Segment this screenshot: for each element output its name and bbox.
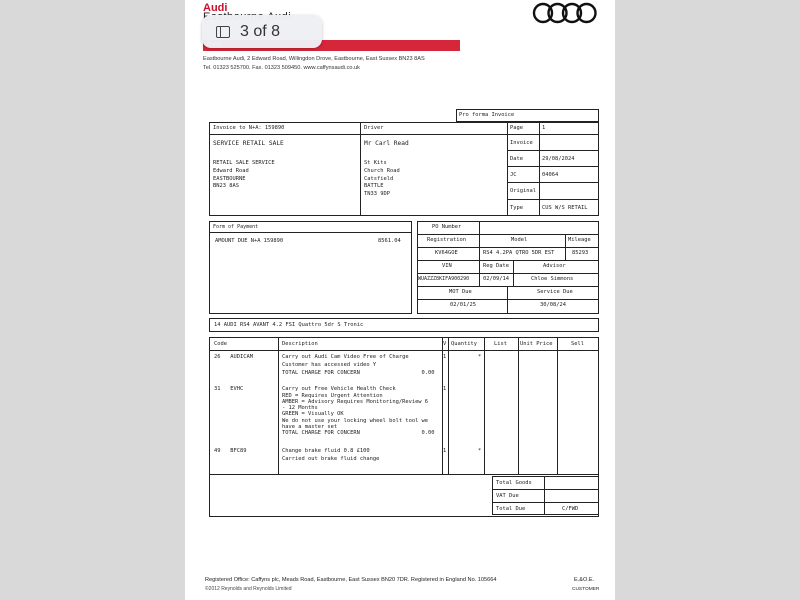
rule (507, 182, 599, 183)
jc-value: 04064 (542, 172, 559, 178)
eoe: E.&O.E. (574, 577, 595, 583)
driver-address-1: St Kits (364, 160, 387, 166)
col-quantity: Quantity (451, 341, 477, 347)
rule (539, 122, 540, 216)
item-code: 26 AUDICAM (214, 354, 253, 360)
rule (544, 476, 545, 515)
col-description: Description (282, 341, 318, 347)
rule (360, 122, 361, 216)
dealer-contact: Tel. 01323 525700. Fax. 01323 509450. www.caffynsaudi.co.uk (203, 65, 360, 71)
invoice-to-address-4: BN23 8AS (213, 183, 239, 189)
rule (507, 286, 508, 314)
sidebar-panel-icon[interactable] (216, 26, 230, 38)
advisor-value: Chloe Simmons (531, 276, 574, 282)
rule (484, 337, 485, 474)
invoice-to-label: Invoice to N+A: 159890 (213, 125, 285, 131)
item-desc-line: - 12 Months (282, 405, 318, 411)
rule (507, 122, 508, 216)
rule (417, 299, 599, 300)
total-goods-label: Total Goods (496, 480, 532, 486)
driver-address-5: TN33 9DP (364, 191, 390, 197)
payment-box (209, 221, 412, 314)
invoice-to-address-1: RETAIL SALE SERVICE (213, 160, 275, 166)
total-due-value: C/FWD (562, 506, 579, 512)
rule (557, 337, 558, 474)
item-desc-line: TOTAL CHARGE FOR CONCERN 0.00 (282, 370, 435, 376)
rule (417, 286, 599, 287)
invoice-to-address-2: Edward Road (213, 168, 249, 174)
col-unit-price: Unit Price (520, 341, 553, 347)
rule (518, 337, 519, 474)
col-list: List (494, 341, 507, 347)
item-v: 1 (443, 354, 447, 360)
vat-due-label: VAT Due (496, 493, 519, 499)
original-label: Original (510, 188, 536, 194)
vin-label: VIN (442, 263, 452, 269)
advisor-label: Advisor (543, 263, 566, 269)
item-qty: * (478, 448, 482, 454)
rule (417, 234, 599, 235)
date-label: Date (510, 156, 523, 162)
invoice-to-name: SERVICE RETAIL SALE (213, 140, 284, 147)
page-indicator-text: 3 of 8 (240, 22, 281, 40)
model-value: RS4 4.2PA QTRO 5DR EST (483, 250, 555, 256)
invoice-no-label: Invoice (510, 140, 533, 146)
registered-office: Registered Office: Caffyns plc, Meads Road, Eastbourne, East Sussex BN20 7DR. Registered in England No. 105664 (205, 577, 497, 583)
page-value: 1 (542, 125, 546, 131)
registration-label: Registration (427, 237, 466, 243)
payment-label: Form of Payment (213, 224, 259, 230)
total-due-label: Total Due (496, 506, 526, 512)
rule (209, 350, 599, 351)
rule (507, 150, 599, 151)
item-desc-line: Carried out brake fluid change (282, 456, 380, 462)
mileage-label: Mileage (568, 237, 591, 243)
rule (278, 337, 279, 474)
mileage-value: 85293 (572, 250, 589, 256)
mot-due-label: MOT Due (449, 289, 472, 295)
item-v: 1 (443, 448, 447, 454)
rule (492, 502, 599, 503)
rule (417, 273, 599, 274)
rule (209, 474, 599, 475)
page-indicator-badge[interactable] (202, 15, 322, 48)
item-code: 49 BFC89 (214, 448, 247, 454)
item-qty: * (478, 354, 482, 360)
jc-label: JC (510, 172, 517, 178)
payment-line: AMOUNT DUE N+A 159890 (215, 238, 284, 244)
registration-value: KV64GOE (435, 250, 458, 256)
invoice-header-box (209, 122, 599, 216)
item-desc-line: RED = Requires Urgent Attention (282, 393, 383, 399)
reg-date-label: Reg Date (483, 263, 509, 269)
rule (448, 337, 449, 474)
rule (417, 260, 599, 261)
reg-date-value: 02/09/14 (483, 276, 509, 282)
vin-value: WUAZZZ8KIFA900290 (418, 276, 470, 282)
type-label: Type (510, 205, 523, 211)
rule (507, 166, 599, 167)
driver-address-2: Church Road (364, 168, 400, 174)
item-desc-line: AMBER = Advisory Requires Monitoring/Review 6 (282, 399, 429, 405)
type-value: CUS W/S RETAIL (542, 205, 588, 211)
driver-name: Mr Carl Read (364, 140, 409, 147)
invoice-to-address-3: EASTBOURNE (213, 176, 246, 182)
item-desc-line: GREEN = Visually OK (282, 411, 344, 417)
driver-address-4: BATTLE (364, 183, 384, 189)
service-due-value: 30/08/24 (540, 302, 566, 308)
item-desc-line: Carry out Free Vehicle Health Check (282, 386, 396, 392)
audi-rings-logo (532, 2, 598, 24)
model-label: Model (511, 237, 528, 243)
rule (479, 221, 480, 287)
po-label: PO Number (432, 224, 462, 230)
service-due-label: Service Due (537, 289, 573, 295)
rule (417, 247, 599, 248)
item-desc-line: Carry out Audi Cam Video Free of Charge (282, 354, 409, 360)
driver-address-3: Catsfield (364, 176, 394, 182)
rule (209, 232, 412, 233)
rule (492, 489, 599, 490)
copyright: ©2012 Reynolds and Reynolds Limited (205, 586, 292, 592)
page-label: Page (510, 125, 523, 131)
date-value: 29/08/2024 (542, 156, 575, 162)
rule (513, 260, 514, 287)
brand-name: Audi (203, 2, 228, 14)
mot-due-value: 02/01/25 (450, 302, 476, 308)
col-sell: Sell (571, 341, 584, 347)
rule (209, 134, 599, 135)
payment-amount: 8561.04 (378, 238, 401, 244)
rule (507, 199, 599, 200)
doc-type: Pro forma Invoice (459, 112, 515, 118)
item-desc-line: Change brake fluid 0.8 £100 (282, 448, 370, 454)
item-desc-line: Customer has accessed video Y (282, 362, 377, 368)
item-desc-line: We do not use your locking wheel bolt tool we (282, 418, 429, 424)
col-v: V (443, 341, 447, 347)
item-desc-line: have a master set (282, 424, 338, 430)
col-code: Code (214, 341, 227, 347)
item-desc-line: TOTAL CHARGE FOR CONCERN 0.00 (282, 430, 435, 436)
rule (565, 234, 566, 261)
item-code: 31 EVHC (214, 386, 244, 392)
driver-label: Driver (364, 125, 384, 131)
item-v: 1 (443, 386, 447, 392)
vehicle-description: 14 AUDI RS4 AVANT 4.2 FSI Quattro 5dr S Tronic (214, 322, 364, 328)
dealer-address: Eastbourne Audi, 2 Edward Road, Willingdon Drove, Eastbourne, East Sussex BN23 8AS (203, 56, 425, 62)
copy-type: CUSTOMER (572, 587, 600, 592)
